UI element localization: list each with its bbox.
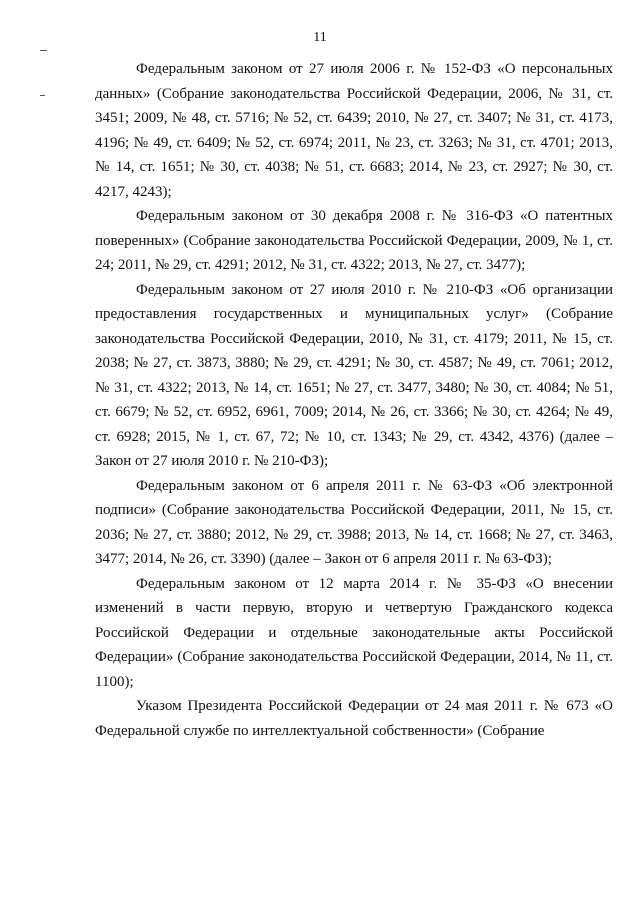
paragraph-law-316-fz: Федеральным законом от 30 декабря 2008 г. № 316-ФЗ «О патентных поверенных» (Собрание законодательства Российской Федерации, 2009, № 1, ст. 24; 2011, № 29, ст. 4291; 2012, № 31, ст. 4322; 2013, № 27, ст. 3477); [95,208,613,273]
margin-mark [40,50,47,51]
paragraph-law-210-fz: Федеральным законом от 27 июля 2010 г. № 210-ФЗ «Об организации предоставления государственных и муниципальных услуг» (Собрание законодательства Российской Федерации, 2010, № 31, ст. 4179; 2011, № 15, ст. 2038; № 27, ст. 3873, 3880; № 29, ст. 4291; № 30, ст. 4587; № 49, ст. 7061; 2012, № 31, ст. 4322; 2013, № 14, ст. 1651; № 27, ст. 3477, 3480; № 30, ст. 4084; № 51, ст. 6679; № 52, ст. 6952, 6961, 7009; 2014, № 26, ст. 3366; № 30, ст. 4264; № 49, ст. 6928; 2015, № 1, ст. 67, 72; № 10, ст. 1343; № 29, ст. 4342, 4376) (далее – Закон от 27 июля 2010 г. № 210-ФЗ); [95,281,613,469]
document-body [95,57,613,743]
paragraph-law-63-fz: Федеральным законом от 6 апреля 2011 г. № 63-ФЗ «Об электронной подписи» (Собрание законодательства Российской Федерации, 2011, № 15, ст. 2036; № 27, ст. 3880; 2012, № 29, ст. 3988; 2013, № 14, ст. 1668; № 27, ст. 3463, 3477; 2014, № 26, ст. 3390) (далее – Закон от 6 апреля 2011 г. № 63-ФЗ); [95,477,613,567]
paragraph-law-35-fz: Федеральным законом от 12 марта 2014 г. № 35-ФЗ «О внесении изменений в части первую, вторую и четвертую Гражданского кодекса Российской Федерации и отдельные законодательные акты Российской Федерации» (Собрание законодательства Российской Федерации, 2014, № 11, ст. 1100); [95,575,613,690]
paragraph-law-152-fz: Федеральным законом от 27 июля 2006 г. № 152-ФЗ «О персональных данных» (Собрание законодательства Российской Федерации, 2006, № 31, ст. 3451; 2009, № 48, ст. 5716; № 52, ст. 6439; 2010, № 27, ст. 3407; № 31, ст. 4173, 4196; № 49, ст. 6409; № 52, ст. 6974; 2011, № 23, ст. 3263; № 31, ст. 4701; 2013, № 14, ст. 1651; № 30, ст. 4038; № 51, ст. 6683; 2014, № 23, ст. 2927; № 30, ст. 4217, 4243); [95,61,613,200]
paragraph-decree-673: Указом Президента Российской Федерации от 24 мая 2011 г. № 673 «О Федеральной службе по интеллектуальной собственности» (Собрание [95,698,613,739]
margin-mark [40,95,45,96]
page-number: 11 [313,30,327,45]
